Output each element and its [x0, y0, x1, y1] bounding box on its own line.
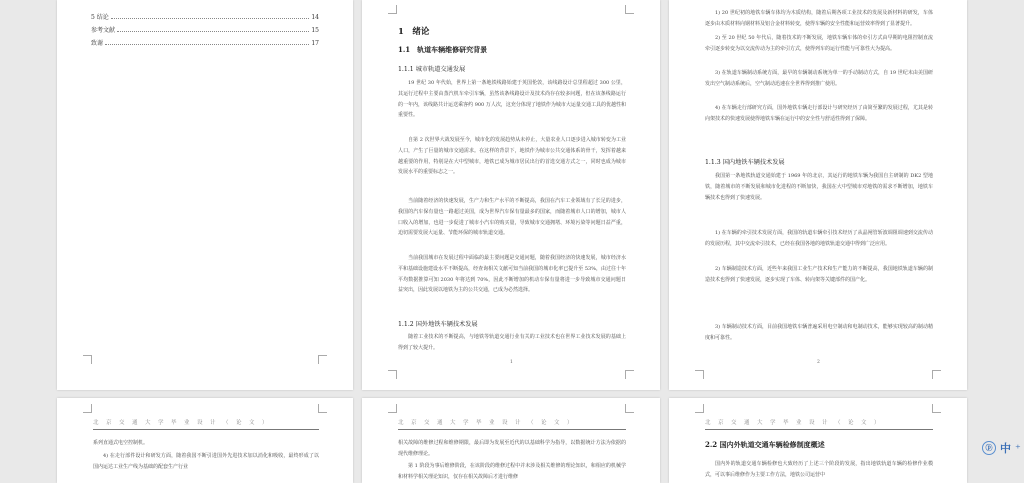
toc-entry[interactable] — [91, 25, 319, 34]
body-paragraph: 当前随着经济的快速发展，生产力和生产水平的不断提高，我国在汽车工业领域有了长足的进步，我国的汽车保有量也一路超过美国，成为世界汽车保有量最多的国家，而随着城市人口的增加，城市人口收入的增加，也进一步促进了城市小汽车的购买量，导致城市交通拥堵、环境污染等问题日益严重，迫切需要发展大运量、节能环保的城市轨道交通。 — [398, 198, 626, 237]
toc-leader — [117, 31, 309, 32]
crop-mark — [388, 5, 397, 14]
body-paragraph: 2) 至 20 世纪 50 年代后，随着技术的不断发展，地铁车辆车体的牵引方式由早期的电阻控制直流牵引逐步转变为以交流传动为主的牵引方式，使得列车的运行性能与可靠性大为提高。 — [705, 35, 933, 52]
more-icon[interactable]: ⁺ — [1015, 441, 1021, 455]
body-paragraph: 相关故障的维修过程和维修期限，最后即为发展至近代的以基础科学为指导，以数据统计方法为依据的现代维修理论。 — [398, 440, 626, 457]
translate-language-button[interactable]: 中 — [1000, 442, 1011, 455]
crop-mark — [83, 355, 92, 364]
body-paragraph: 4) 在走行部件设计和研发方面，随着我国不断引进国外先进技术加以消化和吸收，最终形成了以国内运达工业生产线为基础的配套生产行业 — [93, 453, 319, 470]
crop-mark — [388, 404, 397, 413]
document-page-toc — [57, 0, 353, 390]
body-paragraph: 当前我国城市在发展过程中面临的最主要问题是交通问题，随着我国经济的快速发展，城市经济水平和基础设施建设水平不断提高，经查询相关文献可知当前我国的城市化率已提升至 53%，由过往十年平均数据推算可知 2030 年将达到 70%，因此不断增加的机动车保有量将进一步导致城市交通问题日益突出，因此发展以地铁为主的公共交通，已成为必然选择。 — [398, 255, 626, 294]
crop-mark — [318, 355, 327, 364]
crop-mark — [625, 5, 634, 14]
crop-mark — [932, 404, 941, 413]
section-heading: 2.2 国内外轨道交通车辆检修制度概述 — [705, 440, 825, 449]
document-page-4 — [362, 398, 660, 483]
crop-mark — [695, 370, 704, 379]
document-page-1 — [362, 0, 660, 390]
document-page-5 — [669, 398, 967, 483]
assistant-icon[interactable]: ⓟ — [982, 441, 996, 455]
body-paragraph: 自第 2 次世界大战发展至今，城市化的发展趋势从未停止，大量农业人口逐步进入城市转变为工业人口，产生了巨量的城市交通需求。在这样的背景下，地铁作为城市公共交通体系的骨干，发挥着越来越重要的作用，特别是在大中型城市，地铁已成为城市居民出行的首选交通方式之一，同时也成为城市发展水平的重要标志之一。 — [398, 137, 626, 176]
crop-mark — [695, 404, 704, 413]
body-paragraph: 我国第一条地铁轨道交通始建于 1969 年的北京，其运行的地铁车辆为我国自主研制的 DK2 型地铁，随着城市的不断发展和城市化进程的不断加快，我国在大中型城市对地铁的需求不断增加，地铁车辆技术也得到了快速发展。 — [705, 173, 933, 201]
body-paragraph: 1) 在车辆的牵引技术发展方面，我国的轨道车辆牵引技术经历了从晶闸管斩波调阻调速到交流传动的发展历程，其中交流牵引技术，已经在我国各地的地铁轨道交通中得到广泛应用。 — [705, 230, 933, 247]
body-paragraph: 3) 车辆制动技术方面，目前我国地铁车辆普遍采用电空制动和电制动技术，能够实现较高的制动精度和可靠性。 — [705, 324, 933, 341]
document-page-3 — [57, 398, 353, 483]
body-paragraph: 系列直通式电空控制机。 — [93, 440, 149, 446]
crop-mark — [625, 404, 634, 413]
floating-tools — [982, 440, 1021, 456]
body-paragraph: 2) 车辆制造技术方面，近些年来我国工业生产技术和生产能力的不断提高，我国地铁轨道车辆的制造技术也得到了快速发展，逐步实现了车体、转向架等关键部件的国产化。 — [705, 266, 933, 283]
header-rule — [93, 429, 319, 430]
crop-mark — [932, 370, 941, 379]
crop-mark — [318, 404, 327, 413]
toc-page-number: 15 — [311, 27, 319, 34]
section-heading: 1.1 轨道车辆维修研究背景 — [398, 45, 488, 54]
body-paragraph: 国内外的轨道交通车辆检修也大致经历了上述三个阶段的发展，指出地铁轨道车辆的检修作业模式，可以事后维修作为主要工作方法，地铁公司运营中 — [705, 461, 933, 478]
header-rule — [398, 429, 626, 430]
toc-entry[interactable] — [91, 12, 319, 21]
page-number: 2 — [817, 360, 820, 365]
crop-mark — [83, 404, 92, 413]
toc-page-number: 14 — [311, 14, 319, 21]
body-paragraph: 随着工业技术的不断提高，与地铁等轨道交通行业有关的工业技术也在世界工业技术发展的基础上得到了较大提升。 — [398, 334, 626, 351]
toc-title: 参考文献 — [91, 27, 116, 34]
chapter-heading: 1 绪论 — [398, 27, 430, 37]
crop-mark — [625, 370, 634, 379]
running-header: 北京交通大学毕业设计（论文） — [705, 420, 888, 426]
header-rule — [705, 429, 933, 430]
body-paragraph: 1) 20 世纪初的地铁车辆车体均为木质结构，随着后期各项工业技术的发展及新材料的研发，车体逐步由木质材料向钢材料及铝合金材料转变，使得车辆的安全性能和运营效率得到了显著提升。 — [705, 10, 933, 27]
toc-title: 致谢 — [91, 40, 104, 47]
toc-leader — [111, 18, 310, 19]
subsection-heading: 1.1.2 国外地铁车辆技术发展 — [398, 321, 478, 328]
running-header: 北京交通大学毕业设计（论文） — [93, 420, 276, 426]
document-page-2 — [669, 0, 967, 390]
body-paragraph: 19 世纪 30 年代始，世界上第一条地铁线路始建于英国伦敦，该线路设计总里程超过 300 公里，其运行过程中主要由蒸汽机车牵引车辆，虽然该条线路设计及技术尚存在较多问题，但在该条线路运行的一年内，该线路共计运送乘客约 900 万人次，这充分体现了地铁作为城市大运量交通工具的优越性和重要性。 — [398, 80, 626, 119]
toc-title: 5 结论 — [91, 14, 109, 21]
subsection-heading: 1.1.3 国内地铁车辆技术发展 — [705, 159, 785, 166]
toc-page-number: 17 — [311, 40, 319, 47]
page-number: 1 — [510, 360, 513, 365]
crop-mark — [388, 370, 397, 379]
subsection-heading: 1.1.1 城市轨道交通发展 — [398, 66, 466, 73]
toc-entry[interactable] — [91, 38, 319, 47]
running-header: 北京交通大学毕业设计（论文） — [398, 420, 581, 426]
body-paragraph: 第 1 阶段为事后维修阶段，在该阶段的维修过程中并未涉及相关维修的理论知识，和相应的机械学和材料学相关理论知识，仅存在相关故障后才进行维修 — [398, 463, 626, 480]
body-paragraph: 4) 在车辆走行部研究方面，国外地铁车辆走行部设计与研究经历了由简至繁的发展过程，尤其是转向架技术的快速发展使得地铁车辆在运行中的安全性与舒适性得到了保障。 — [705, 105, 933, 122]
toc-leader — [105, 44, 309, 45]
body-paragraph: 3) 在轨道车辆制动系统方面，最早的车辆制动系统为单一的手动制动方式，自 19 世纪末由美国研发出空气制动系统后，空气制动迅速在全世界得到推广使用。 — [705, 70, 933, 87]
